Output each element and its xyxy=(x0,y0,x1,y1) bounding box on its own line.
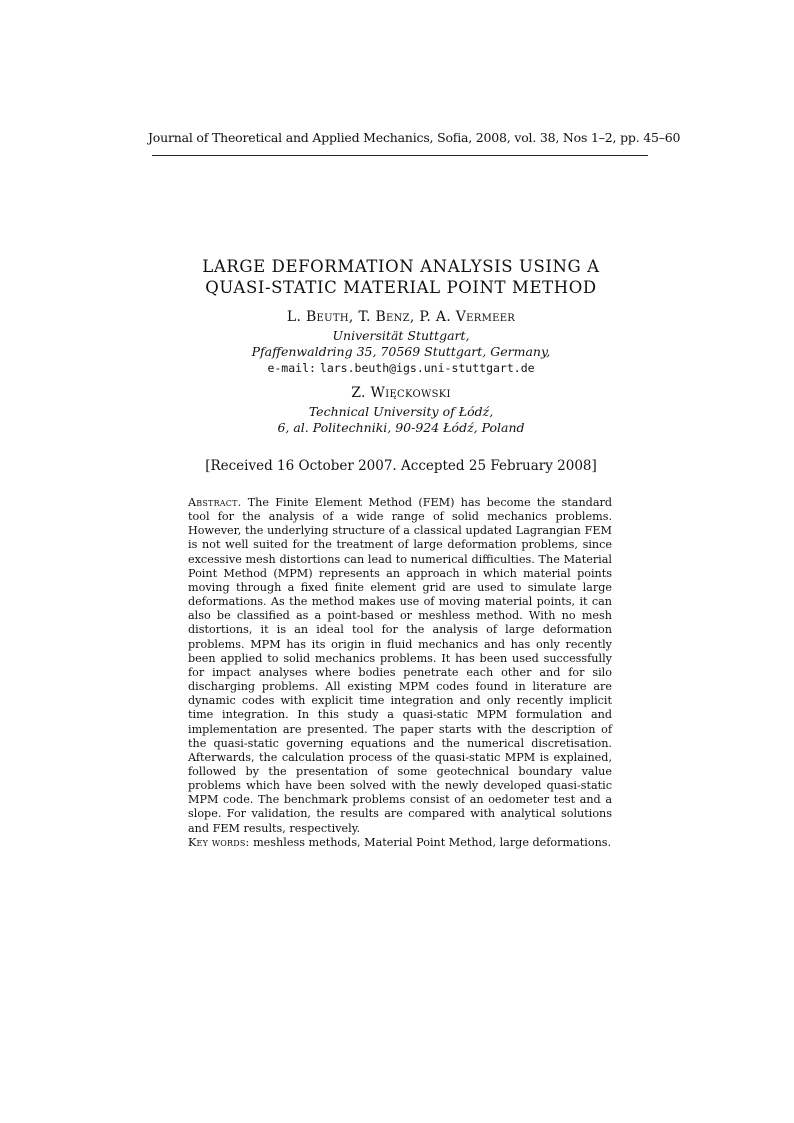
title-block xyxy=(120,256,682,474)
affiliation-institution-2: Technical University of Łódź, xyxy=(308,404,494,419)
email-line xyxy=(120,360,682,376)
keywords-text: meshless methods, Material Point Method, large deformations. xyxy=(253,835,612,849)
affiliation-institution-1: Universität Stuttgart, xyxy=(332,328,470,343)
paper-title-line-2: QUASI-STATIC MATERIAL POINT METHOD xyxy=(205,278,597,297)
abstract-label: Abstract. xyxy=(188,496,242,509)
abstract-paragraph xyxy=(188,496,612,836)
author-names-1: L. Beuth, T. Benz, P. A. Vermeer xyxy=(286,309,516,325)
header-rule xyxy=(152,155,648,156)
email-label: e-mail: xyxy=(267,361,316,375)
affiliation-address-1: Pfaffenwaldring 35, 70569 Stuttgart, Germany, xyxy=(251,344,551,359)
paper-title-line-1: LARGE DEFORMATION ANALYSIS USING A xyxy=(202,257,600,276)
keywords-paragraph xyxy=(188,836,612,850)
abstract-block xyxy=(188,496,612,850)
keywords-label: Key words: xyxy=(188,835,250,849)
received-dates: [Received 16 October 2007. Accepted 25 February 2008] xyxy=(205,458,597,474)
email-address[interactable]: lars.beuth@igs.uni-stuttgart.de xyxy=(319,361,535,375)
journal-header: Journal of Theoretical and Applied Mechanics, Sofia, 2008, vol. 38, Nos 1–2, pp. 45–60 xyxy=(148,130,681,145)
affiliation-address-2: 6, al. Politechniki, 90-924 Łódź, Poland xyxy=(277,420,525,435)
abstract-text: The Finite Element Method (FEM) has become the standard tool for the analysis of a wide range of solid mechanics problems. However, the underlying structure of a classical updated Lagrangian FEM is not well suited for the treatment of large deformation problems, since excessive mesh distortions can lead to numerical difficulties. The Material Point Method (MPM) represents an approach in which material points moving through a fixed finite element grid are used to simulate large deformations. As the method makes use of moving material points, it can also be classified as a point-based or meshless method. With no mesh distortions, it is an ideal tool for the analysis of large deformation problems. MPM has its origin in fluid mechanics and has only recently been applied to solid mechanics problems. It has been used successfully for impact analyses where bodies penetrate each other and for silo discharging problems. All existing MPM codes found in literature are dynamic codes with explicit time integration and only recently implicit time integration. In this study a quasi-static MPM formulation and implementation are presented. The paper starts with the description of the quasi-static governing equations and the numerical discretisation. Afterwards, the calculation process of the quasi-static MPM is explained, followed by the presentation of some geotechnical boundary value problems which have been solved with the newly developed quasi-static MPM code. The benchmark problems consist of an oedometer test and a slope. For validation, the results are compared with analytical solutions and FEM results, respectively. xyxy=(188,496,612,835)
author-names-2: Z. Więckowski xyxy=(351,385,451,401)
